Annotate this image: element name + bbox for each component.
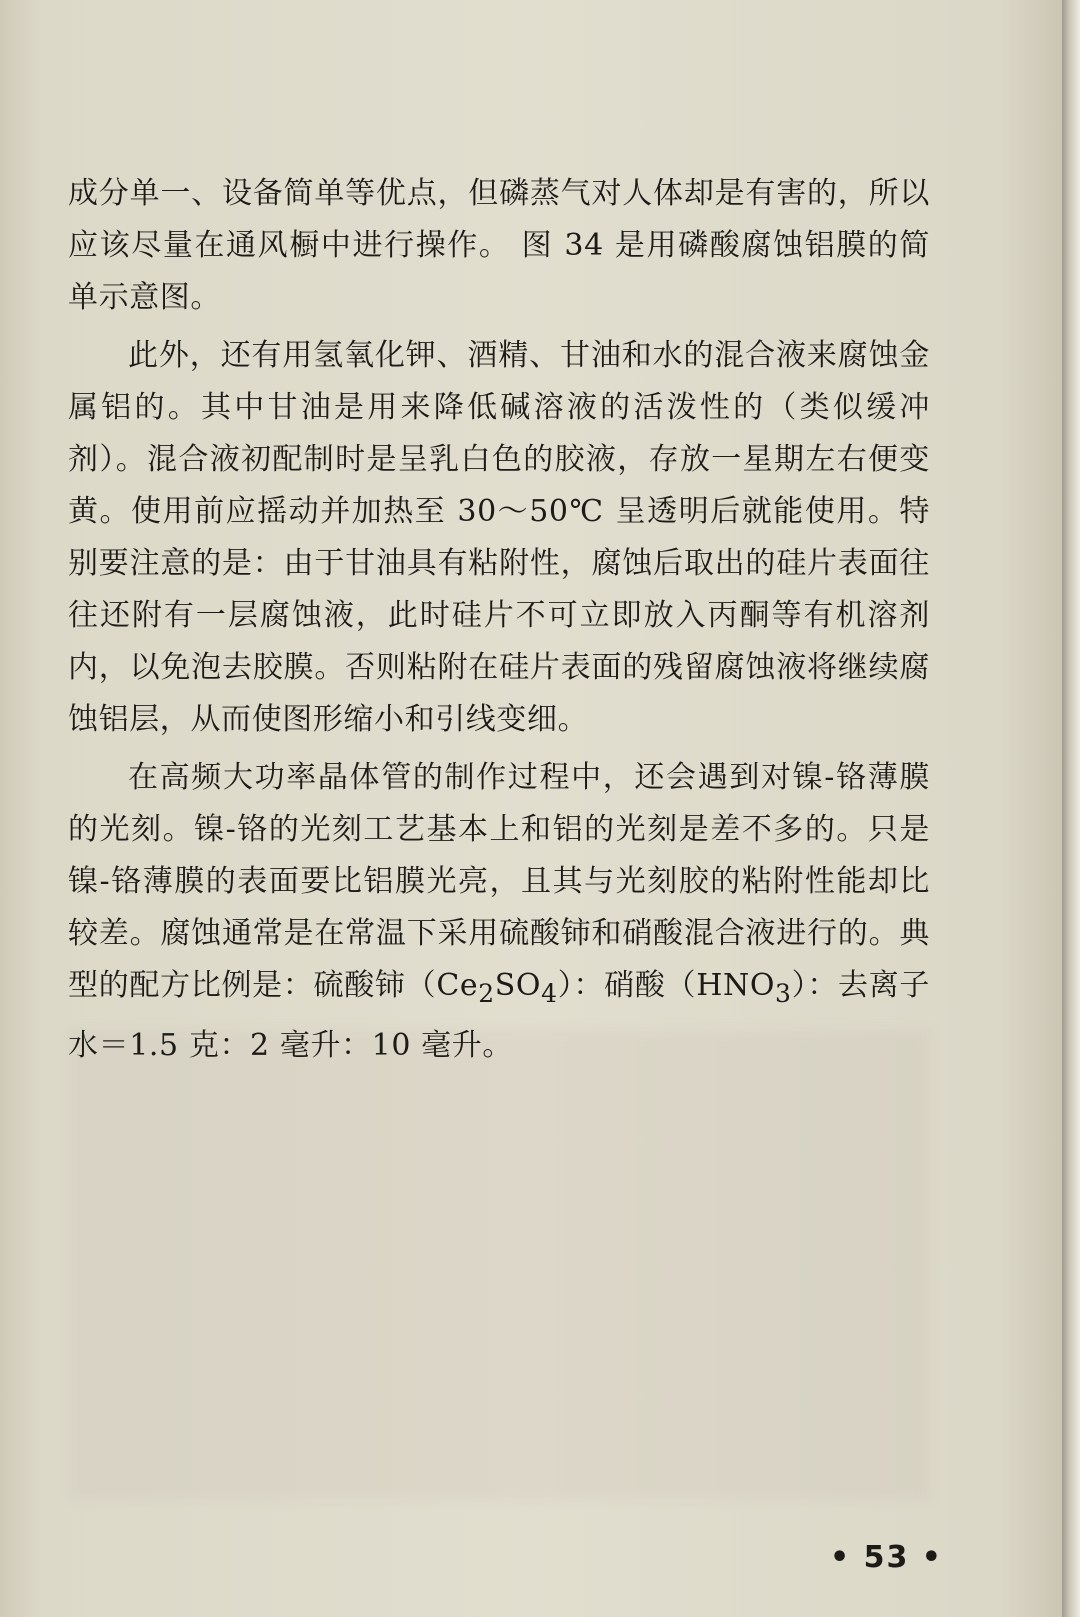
paragraph-3-text-mid: ）：硝酸（ xyxy=(557,968,697,1003)
body-text xyxy=(68,168,930,1078)
formula-hno-subscript: 3 xyxy=(775,979,792,1008)
formula-ce: Ce xyxy=(436,968,479,1003)
paragraph-3-text-before: 在高频大功率晶体管的制作过程中，还会遇到对镍-铬薄膜的光刻。镍-铬的光刻工艺基本上和铝的光刻是差不多的。只是镍-铬薄膜的表面要比铝膜光亮，且其与光刻胶的粘附性能却比较差。腐蚀通常是在常温下采用硫酸铈和硝酸混合液进行的。典型的配方比例是：硫酸铈（ xyxy=(68,760,930,1003)
paragraph-3-text-after: ）：去离子水＝1.5 克：2 毫升：10 毫升。 xyxy=(68,968,930,1063)
formula-so-subscript: 4 xyxy=(541,979,558,1008)
page-edge xyxy=(1062,0,1080,1617)
bleed-through-shadow xyxy=(70,1030,930,1500)
formula-hno: HNO xyxy=(696,968,776,1003)
paragraph-2: 此外，还有用氢氧化钾、酒精、甘油和水的混合液来腐蚀金属铝的。其中甘油是用来降低碱溶液的活泼性的（类似缓冲剂）。混合液初配制时是呈乳白色的胶液，存放一星期左右便变黄。使用前应摇动并加热至 30～50℃ 呈透明后就能使用。特别要注意的是：由于甘油具有粘附性，腐蚀后取出的硅片表面往往还附有一层腐蚀液，此时硅片不可立即放入丙酮等有机溶剂内，以免泡去胶膜。否则粘附在硅片表面的残留腐蚀液将继续腐蚀铝层，从而使图形缩小和引线变细。 xyxy=(68,338,930,737)
formula-ce-subscript: 2 xyxy=(478,979,495,1008)
paragraph-3 xyxy=(68,752,930,1072)
page-number: • 53 • xyxy=(830,1540,943,1575)
formula-so: SO xyxy=(494,968,542,1003)
paragraph-1: 成分单一、设备简单等优点，但磷蒸气对人体却是有害的，所以应该尽量在通风橱中进行操作。 图 34 是用磷酸腐蚀铝膜的简单示意图。 xyxy=(68,176,930,315)
